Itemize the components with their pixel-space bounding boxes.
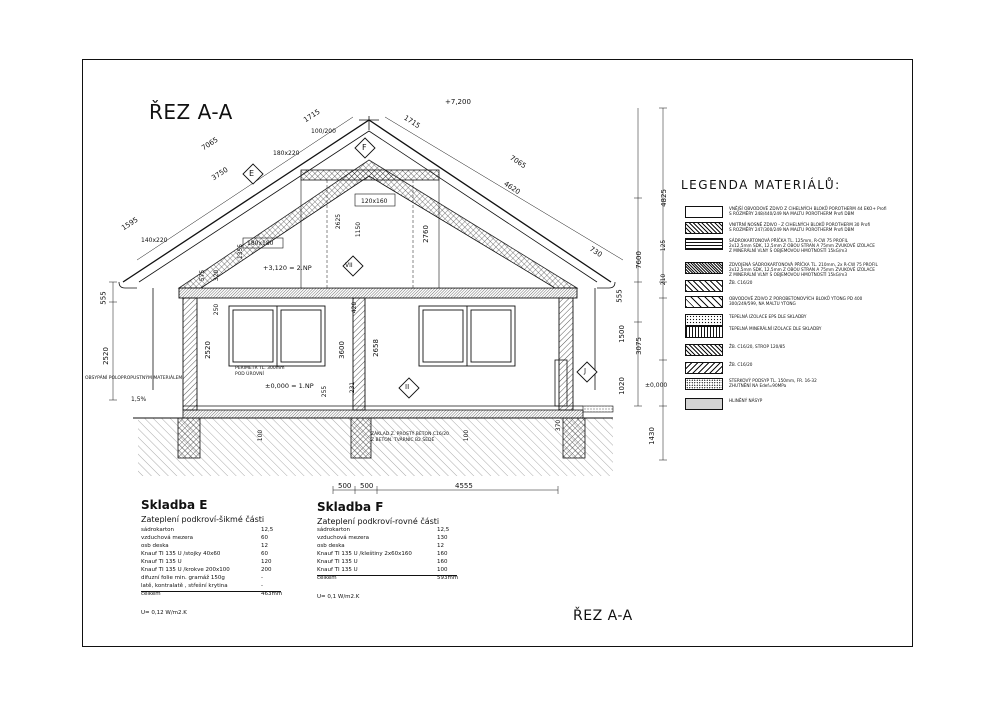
- marker-ii: II: [405, 383, 410, 391]
- skladba-row: [141, 575, 291, 583]
- legend-label: ZDVOJENÁ SÁDROKARTONOVÁ PŘÍČKA TL. 210mm, 2x R-CW 75 PROFIL 2x12,5mm SDK, 12,5mm Z OBOU STRAN A 75mm ZVUKOVÉ IZOLACE Z MINERÁLNÍ VLNY S OBJEMOVOU HMOTNOSTÍ 15kG/m3: [729, 262, 878, 277]
- legend-swatch: [685, 326, 723, 338]
- skladba-row: [317, 551, 467, 559]
- window-left: [229, 306, 325, 366]
- dim-inner-3600: 3600: [337, 341, 346, 359]
- marker-e: E: [249, 169, 255, 178]
- skladba-row-name: celkem: [317, 575, 337, 581]
- legend-swatch: [685, 314, 723, 326]
- dim-right-3075: 3075: [634, 337, 643, 355]
- skladba-row-name: osb deska: [141, 543, 169, 549]
- skladba-row: [141, 567, 291, 575]
- skladba-row-value: 593mm: [437, 575, 459, 581]
- dim-inner-100b: 100: [463, 429, 471, 442]
- legend-swatch: [685, 262, 723, 274]
- skladba-row-name: vzduchová mezera: [317, 535, 370, 541]
- dim-right-4825: 4825: [659, 189, 668, 207]
- dim-inner-320: 320: [213, 269, 221, 282]
- legend-swatch: [685, 398, 723, 410]
- wall-right: [559, 298, 573, 410]
- skladba-row-name: Knauf TI 135 U: [317, 559, 358, 565]
- dim-inner-2658: 2658: [371, 339, 380, 357]
- note-perimeter: PERIMETR TL. 300mm POD ÚROVNÍ: [235, 366, 285, 377]
- dim-inner-2625: 2625: [335, 213, 343, 230]
- skladba-row: [317, 575, 467, 583]
- dim-inner-250: 250: [213, 303, 221, 316]
- dim-bottom-500a: 500: [338, 482, 352, 490]
- skladba-row-value: 463mm: [261, 591, 283, 597]
- level-floor2: +3,120 = 2.NP: [263, 264, 312, 272]
- dim-beam-140x220: 140x220: [141, 237, 168, 244]
- legend-label: ŽB. C16/20: [729, 362, 753, 367]
- legend: [685, 206, 915, 426]
- skladba-f-table: [317, 527, 467, 583]
- skladba-row-value: 60: [261, 551, 268, 557]
- marker-j-shape: [577, 362, 597, 382]
- dim-bottom-4555: 4555: [455, 482, 473, 490]
- skladba-row-value: 100: [437, 567, 448, 573]
- dim-left-555: 555: [99, 291, 108, 305]
- dim-inner-2520: 2520: [203, 341, 212, 359]
- marker-f: F: [362, 143, 367, 152]
- skladba-row-value: 12: [437, 543, 444, 549]
- skladba-row-name: Knauf TI 135 U: [317, 567, 358, 573]
- legend-swatch: [685, 206, 723, 218]
- legend-swatch: [685, 362, 723, 374]
- skladba-row: [141, 535, 291, 543]
- skladba-row-name: sádrokarton: [317, 527, 350, 533]
- skladba-row-value: -: [261, 575, 263, 581]
- dim-roof-right-outer: 7065: [508, 153, 528, 171]
- skladba-row-name: sádrokarton: [141, 527, 174, 533]
- dim-bottom-500b: 500: [360, 482, 374, 490]
- skladba-row: [141, 527, 291, 535]
- dim-ridge-left: 1715: [302, 107, 322, 125]
- dim-left-slope: 1,5%: [131, 396, 147, 403]
- legend-swatch: [685, 222, 723, 234]
- skladba-f-u-value: U= 0,1 W/m2.K: [317, 594, 360, 600]
- skladba-e: [141, 498, 291, 628]
- skladba-f-subtitle: Zateplení podkroví-rovné části: [317, 517, 440, 526]
- dim-inner-255: 255: [321, 385, 329, 398]
- gutter-right: [597, 282, 615, 288]
- skladba-total-rule: [141, 591, 281, 592]
- skladba-e-table: [141, 527, 291, 599]
- dim-left-2520: 2520: [101, 347, 110, 365]
- dim-beam-180x180: 180x180: [247, 240, 274, 247]
- foundation-left: [178, 418, 200, 458]
- skladba-e-subtitle: Zateplení podkroví-šikmé části: [141, 515, 265, 524]
- legend-swatch: [685, 280, 723, 292]
- skladba-row-value: 120: [261, 559, 272, 565]
- legend-label: SÁDROKARTONOVÁ PŘÍČKA TL. 125mm, R-CW 75 PROFIL 2x12,5mm SDK, 12,5mm Z OBOU STRAN A 75mm ZVUKOVÉ IZOLACE Z MINERÁLNÍ VLNY S OBJEMOVOU HMOTNOSTÍ 15kG/m3: [729, 238, 875, 253]
- legend-item: [685, 238, 915, 256]
- dim-right-125: 125: [660, 239, 668, 252]
- note-soil: OBSYPÁNÍ POLOPROPUSTNÝM MATERIÁLEM: [85, 376, 183, 381]
- legend-label: TEPELNÁ MINERÁLNÍ IZOLACE DLE SKLADBY: [729, 326, 822, 331]
- skladba-row-name: celkem: [141, 591, 161, 597]
- dim-right-1500: 1500: [617, 325, 626, 343]
- skladba-row-value: 12: [261, 543, 268, 549]
- skladba-row: [317, 559, 467, 567]
- skladba-row-value: 12,5: [437, 527, 450, 533]
- dim-inner-370: 370: [555, 419, 563, 432]
- dim-inner-2760: 2760: [421, 225, 430, 243]
- legend-label: HLINĚNÝ NÁSYP: [729, 398, 763, 403]
- dim-inner-420: 420: [351, 301, 359, 314]
- legend-swatch: [685, 344, 723, 356]
- wall-left: [183, 298, 197, 410]
- dim-right-1430: 1430: [647, 427, 656, 445]
- skladba-row-name: Knauf TI 135 U: [141, 559, 182, 565]
- section-title-bottom: ŘEZ A-A: [573, 608, 633, 624]
- skladba-row: [141, 591, 291, 599]
- dim-right-1020: 1020: [617, 377, 626, 395]
- dim-right-210: 210: [660, 273, 668, 286]
- legend-swatch: [685, 238, 723, 250]
- legend-item: [685, 326, 915, 344]
- dim-roof-left-mid: 3750: [210, 165, 230, 183]
- dim-inner-1355: 1355: [237, 243, 245, 260]
- legend-label: VNITŘNÍ NOSNÉ ZDIVO - Z CIHELNÝCH BLOKŮ POROTHERM 30 Profi S ROZMĚRY 247/300/249 NA MALTU POROTHERM Profi DBM: [729, 222, 871, 232]
- skladba-row-name: Knauf TI 135 U /kleštiny 2x60x160: [317, 551, 412, 557]
- drawing-sheet: [82, 59, 913, 647]
- skladba-row-value: 160: [437, 551, 448, 557]
- skladba-row: [317, 543, 467, 551]
- foundation-mid: [351, 418, 371, 458]
- terrace: [583, 406, 613, 412]
- dim-roof-right-low: 730: [587, 245, 604, 259]
- skladba-row: [141, 543, 291, 551]
- legend-swatch: [685, 296, 723, 308]
- dim-inner-100a: 100: [257, 429, 265, 442]
- marker-j: J: [584, 367, 587, 375]
- skladba-row-value: 60: [261, 535, 268, 541]
- dim-roof-right-mid: 4620: [502, 179, 522, 197]
- skladba-f: [317, 500, 467, 610]
- dim-beam-100x200: 100/200: [311, 128, 336, 135]
- legend-label: TEPELNÁ IZOLACE EPS DLE SKLADBY: [729, 314, 807, 319]
- ground-fill: [138, 418, 613, 476]
- skladba-row-value: 200: [261, 567, 272, 573]
- skladba-row-name: Knauf TI 135 U /krokve 200x100: [141, 567, 230, 573]
- marker-vii: VII: [345, 262, 353, 269]
- legend-item: [685, 398, 915, 416]
- note-foundation: ZÁKLAD Z. PROSTÝ BETON C16/20 Z BETON. TVÁRNIC B2 ŠEDÉ: [371, 432, 449, 443]
- ceiling-slab: [179, 288, 577, 298]
- skladba-row-value: 130: [437, 535, 448, 541]
- legend-item: [685, 296, 915, 314]
- window-right: [419, 306, 515, 366]
- dim-inner-231: 231: [349, 381, 357, 394]
- legend-item: [685, 378, 915, 396]
- skladba-row: [141, 583, 291, 591]
- floor-slab: [183, 410, 583, 418]
- legend-swatch: [685, 378, 723, 390]
- dim-beam-180x220: 180x220: [273, 150, 300, 157]
- dim-right-555: 555: [615, 289, 624, 303]
- legend-label: ŽB. C16/20: [729, 280, 753, 285]
- skladba-e-title: Skladba E: [141, 498, 208, 512]
- skladba-row-value: 12,5: [261, 527, 274, 533]
- level-right: ±0,000: [645, 382, 668, 389]
- gutter-left: [119, 282, 137, 288]
- section-title-top: ŘEZ A-A: [149, 100, 233, 124]
- legend-title: LEGENDA MATERIÁLŮ:: [681, 178, 841, 192]
- dim-roof-left-low: 1595: [120, 215, 140, 233]
- level-floor1: ±0,000 = 1.NP: [265, 382, 314, 390]
- skladba-f-title: Skladba F: [317, 500, 384, 514]
- legend-label: ŽB. C16/20, STROP 120/85: [729, 344, 786, 349]
- skladba-row-value: -: [261, 583, 263, 589]
- skladba-row-name: vzduchová mezera: [141, 535, 194, 541]
- skladba-row: [317, 527, 467, 535]
- skladba-row: [141, 551, 291, 559]
- dim-beam-120x160: 120x160: [361, 198, 388, 205]
- dim-inner-1150: 1150: [355, 221, 363, 238]
- foundation-right: [563, 418, 585, 458]
- dim-inner-575: 575: [199, 269, 207, 282]
- level-top: +7,200: [445, 98, 471, 106]
- skladba-row-name: osb deska: [317, 543, 345, 549]
- skladba-row: [317, 535, 467, 543]
- legend-label: STERKOVÝ PODSYP TL. 150mm, FR. 16-32 ZHUTNĚNÍ NA Edef=90MPa: [729, 378, 817, 388]
- skladba-e-u-value: U= 0,12 W/m2.K: [141, 610, 187, 616]
- dim-ridge-right: 1715: [402, 113, 422, 131]
- legend-item: [685, 262, 915, 280]
- skladba-row-name: latě, kontralatě , střešní krytina: [141, 583, 228, 589]
- skladba-total-rule: [317, 575, 457, 576]
- legend-item: [685, 344, 915, 362]
- skladba-row: [317, 567, 467, 575]
- dim-right-7600: 7600: [634, 251, 643, 269]
- legend-label: VNĚJŠÍ OBVODOVÉ ZDIVO Z CIHELNÝCH BLOKŮ POROTHERM 44 EKO+ Profi S ROZMĚRY 248/440/249 NA MALTU POROTHERM Profi DBM: [729, 206, 887, 216]
- skladba-row: [141, 559, 291, 567]
- legend-label: OBVODOVÉ ZDIVO Z POROBETONOVÝCH BLOKŮ YTONG PD 400 300/249/599, NA MALTU YTONG: [729, 296, 863, 306]
- skladba-row-name: Knauf TI 135 U /stojky 40x60: [141, 551, 221, 557]
- dim-roof-left-outer: 7065: [200, 135, 220, 153]
- skladba-row-name: difuzní folie min. gramáž 150g: [141, 575, 225, 581]
- skladba-row-value: 160: [437, 559, 448, 565]
